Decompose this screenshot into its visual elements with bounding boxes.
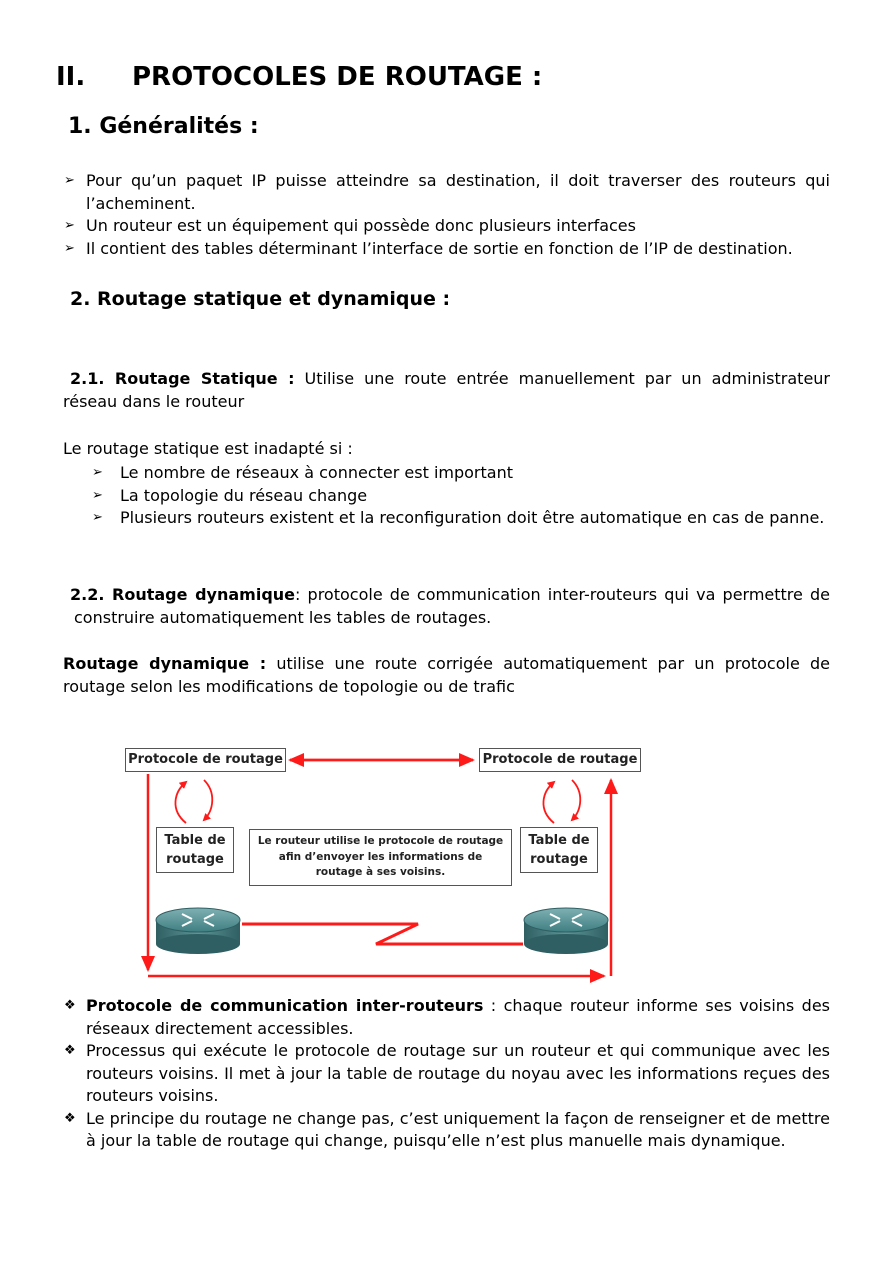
dynamique-para-label: Routage dynamique : — [63, 654, 267, 673]
table-box-right: Table de routage — [520, 827, 598, 873]
arrow-bullet-icon: ➢ — [92, 465, 103, 480]
subheading-routage: 2. Routage statique et dynamique : — [70, 288, 451, 310]
statique-paragraph: 2.1. Routage Statique : Utilise une route entrée manuellement par un administrateur réseau dans le routeur — [63, 369, 830, 411]
inadapte-intro: Le routage statique est inadapté si : — [63, 439, 353, 458]
list-item: ❖ Processus qui exécute le protocole de routage sur un routeur et qui communique avec les routeurs voisins. Il met à jour la table de routage du noyau avec les informations reçues des routeurs voisins. — [64, 1041, 830, 1105]
protocol-box-left: Protocole de routage — [125, 748, 286, 772]
section-heading — [56, 62, 542, 92]
arrow-bullet-icon: ➢ — [92, 510, 103, 525]
right-curve-up-arrow — [543, 782, 554, 823]
inadapte-list — [64, 462, 830, 530]
diamond-bullet-icon: ❖ — [64, 1043, 76, 1058]
arrow-bullet-icon: ➢ — [92, 487, 103, 503]
dynamique-label: 2.2. Routage dynamique — [70, 585, 296, 604]
list-item: ➢ Plusieurs routeurs existent et la reconfiguration doit être automatique en cas de panne. — [64, 507, 830, 530]
center-explanation-box: Le routeur utilise le protocole de routage afin d’envoyer les informations de routage à ses voisins. — [249, 829, 512, 886]
statique-label: 2.1. Routage Statique : — [70, 369, 295, 388]
list-item: ➢ Un routeur est un équipement qui possède donc plusieurs interfaces — [64, 215, 830, 238]
dynamique-paragraph: Routage dynamique : utilise une route corrigée automatiquement par un protocole de routage selon les modifications de topologie ou de trafic — [63, 654, 830, 696]
list-item: ➢ Il contient des tables déterminant l’interface de sortie en fonction de l’IP de destination. — [64, 238, 830, 261]
section-title: PROTOCOLES DE ROUTAGE : — [132, 62, 543, 92]
section-number: II. — [56, 62, 86, 92]
generalites-list — [64, 170, 830, 260]
arrow-bullet-icon: ➢ — [64, 173, 75, 188]
points-list — [64, 995, 830, 1153]
table-box-left: Table de routage — [156, 827, 234, 873]
diamond-bullet-icon: ❖ — [64, 1110, 76, 1126]
right-curve-down-arrow — [572, 780, 580, 820]
left-router-icon — [156, 908, 240, 954]
list-item: ❖ Protocole de communication inter-routeurs : chaque routeur informe ses voisins des réseaux directement accessibles. — [64, 996, 830, 1038]
list-item: ❖ Le principe du routage ne change pas, c’est uniquement la façon de renseigner et de mettre à jour la table de routage qui change, puisqu’elle n’est plus manuelle mais dynamique. — [64, 1108, 830, 1150]
dynamique-definition: 2.2. Routage dynamique: protocole de communication inter-routeurs qui va permettre de construire automatiquement les tables de routages. — [70, 585, 831, 627]
serial-link — [242, 924, 523, 944]
list-item: ➢ La topologie du réseau change — [64, 485, 830, 508]
arrow-bullet-icon: ➢ — [64, 218, 75, 233]
protocol-box-right: Protocole de routage — [479, 748, 641, 772]
left-curve-up-arrow — [175, 782, 186, 823]
subheading-generalites: 1. Généralités : — [68, 114, 259, 139]
routing-diagram — [118, 738, 648, 988]
list-item: ➢ Pour qu’un paquet IP puisse atteindre sa destination, il doit traverser des routeurs qui l’acheminent. — [64, 171, 830, 213]
right-router-icon — [524, 908, 608, 954]
arrow-bullet-icon: ➢ — [64, 240, 75, 256]
left-curve-down-arrow — [204, 780, 212, 820]
list-item: ➢ Le nombre de réseaux à connecter est important — [64, 462, 830, 485]
diamond-bullet-icon: ❖ — [64, 998, 76, 1013]
